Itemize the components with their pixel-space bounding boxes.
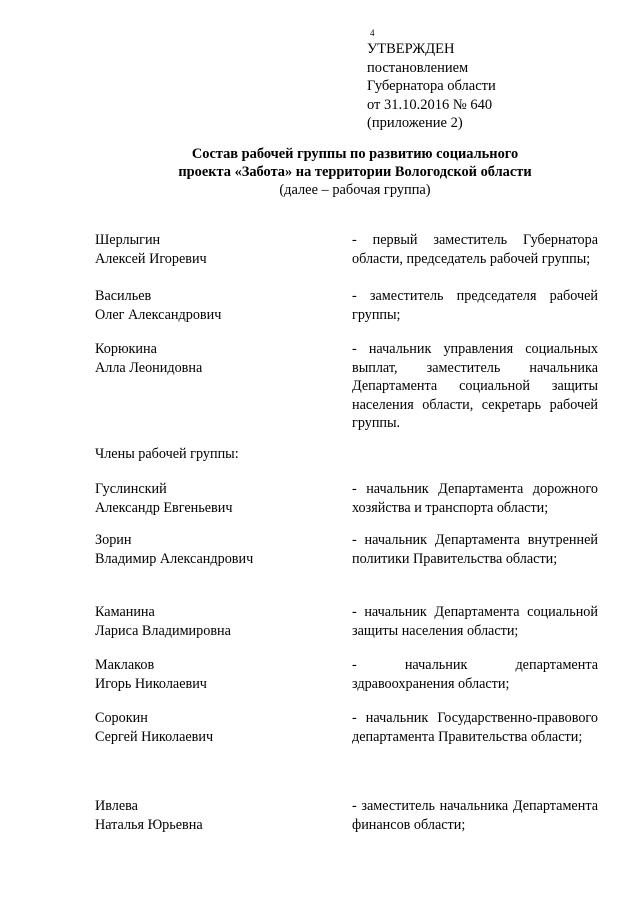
title-line-1: Состав рабочей группы по развитию социального xyxy=(191,146,519,162)
approval-line: от 31.10.2016 № 640 xyxy=(367,96,493,113)
person-role: - начальник департамента здравоохранения области; xyxy=(352,657,598,692)
person-name xyxy=(95,287,335,324)
person-role: - начальник Департамента внутренней политики Правительства области; xyxy=(352,532,598,567)
person-surname: Гуслинский xyxy=(95,481,167,497)
person-role: - начальник Департамента дорожного хозяйства и транспорта области; xyxy=(352,481,598,516)
person-surname: Васильев xyxy=(95,288,152,304)
person-surname: Сорокин xyxy=(95,710,148,726)
person-given-names: Игорь Николаевич xyxy=(95,675,207,692)
person-name xyxy=(95,797,335,834)
document-title xyxy=(90,145,620,199)
person-surname: Зорин xyxy=(95,532,132,548)
person-role: - заместитель начальника Департамента финансов области; xyxy=(352,798,598,833)
person-given-names: Алексей Игоревич xyxy=(95,250,207,267)
person-name xyxy=(95,231,335,268)
person-surname: Ивлева xyxy=(95,798,138,814)
person-role: - начальник Департамента социальной защиты населения области; xyxy=(352,604,598,639)
person-surname: Маклаков xyxy=(95,657,155,673)
person-name xyxy=(95,709,335,746)
person-given-names: Сергей Николаевич xyxy=(95,728,214,745)
person-given-names: Владимир Александрович xyxy=(95,550,254,567)
person-surname: Каманина xyxy=(95,604,155,620)
approval-line: УТВЕРЖДЕН xyxy=(367,41,455,57)
person-name xyxy=(95,531,335,568)
person-role: - начальник управления социальных выплат, заместитель начальника Департамента социальной защиты населения области, секретарь рабочей группы. xyxy=(352,341,598,431)
title-line-2: проекта «Забота» на территории Вологодской области xyxy=(178,164,532,180)
title-line-3: (далее – рабочая группа) xyxy=(279,182,431,198)
person-name xyxy=(95,340,335,377)
person-name xyxy=(95,603,335,640)
approval-line: Губернатора области xyxy=(367,78,496,95)
page-number: 4 xyxy=(370,28,375,38)
members-label: Члены рабочей группы: xyxy=(95,446,239,462)
person-role: - первый заместитель Губернатора области, председатель рабочей группы; xyxy=(352,232,598,267)
person-surname: Шерлыгин xyxy=(95,232,161,248)
approval-line: постановлением xyxy=(367,59,469,76)
person-given-names: Лариса Владимировна xyxy=(95,622,231,639)
person-name xyxy=(95,656,335,693)
approval-stamp xyxy=(367,40,627,133)
person-given-names: Александр Евгеньевич xyxy=(95,499,233,516)
person-surname: Корюкина xyxy=(95,341,157,357)
person-role: - начальник Государственно-правового департамента Правительства области; xyxy=(352,710,598,745)
approval-line: (приложение 2) xyxy=(367,115,463,132)
person-given-names: Наталья Юрьевна xyxy=(95,816,203,833)
person-name xyxy=(95,480,335,517)
person-given-names: Олег Александрович xyxy=(95,306,222,323)
person-given-names: Алла Леонидовна xyxy=(95,359,203,376)
person-role: - заместитель председателя рабочей группы; xyxy=(352,288,598,323)
